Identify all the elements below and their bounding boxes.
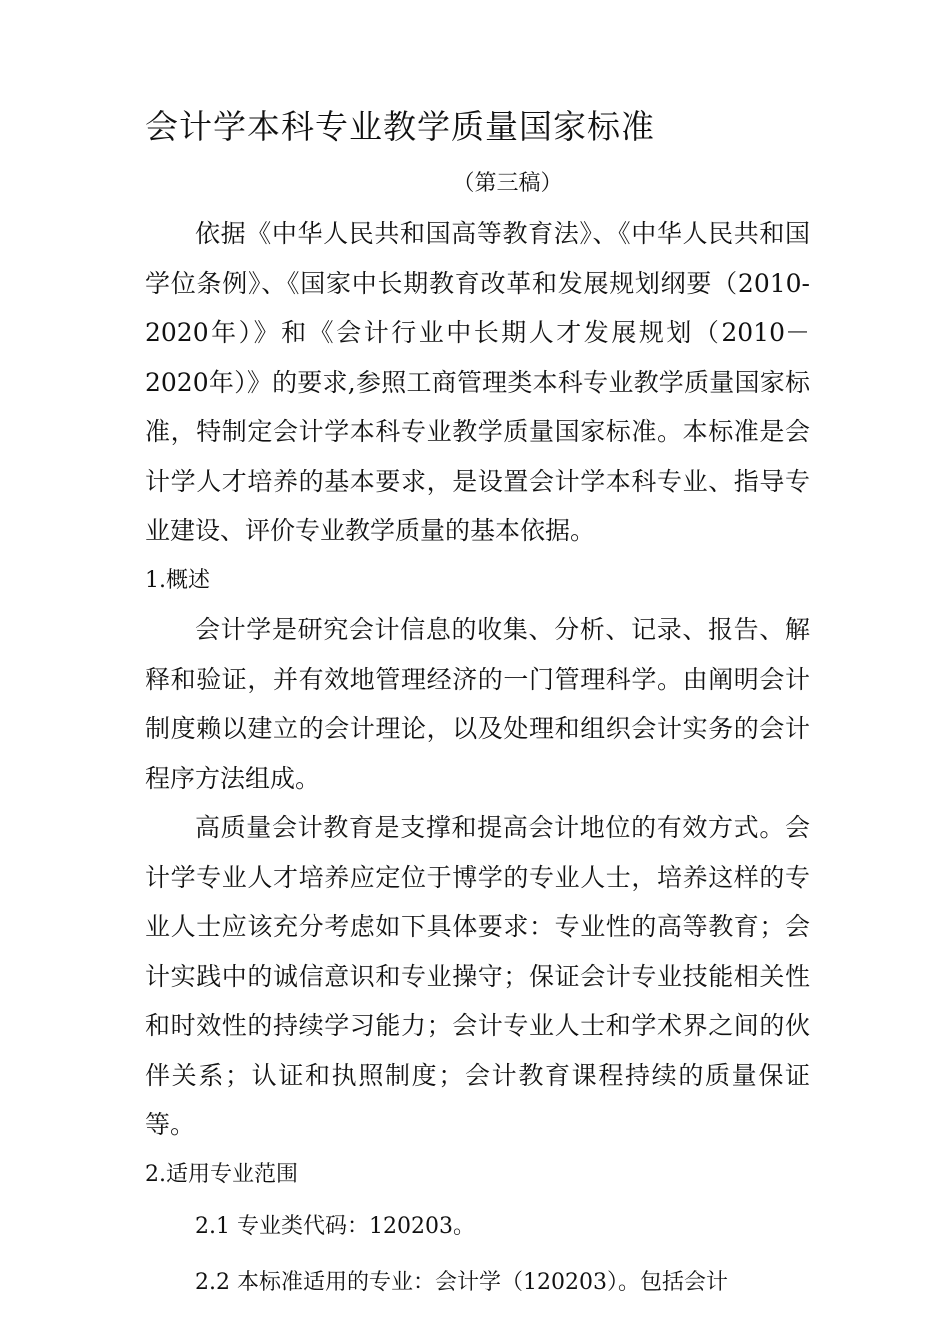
intro-paragraph: 依据《中华人民共和国高等教育法》、《中华人民共和国学位条例》、《国家中长期教育改革和发展规划纲要（2010-2020年）》和《会计行业中长期人才发展规划（2010－2020年）》的要求,参照工商管理类本科专业教学质量国家标准，特制定会计学本科专业教学质量国家标准。本标准是会计学人才培养的基本要求，是设置会计学本科专业、指导专业建设、评价专业教学质量的基本依据。 bbox=[145, 219, 810, 545]
section-1-paragraph-2: 高质量会计教育是支撑和提高会计地位的有效方式。会计学专业人才培养应定位于博学的专业人士，培养这样的专业人士应该充分考虑如下具体要求：专业性的高等教育；会计实践中的诚信意识和专业操守；保证会计专业技能相关性和时效性的持续学习能力；会计专业人士和学术界之间的伙伴关系；认证和执照制度；会计教育课程持续的质量保证等。 bbox=[145, 813, 810, 1139]
document-subtitle: （第三稿） bbox=[452, 171, 563, 196]
section-2-heading: 2.适用专业范围 bbox=[145, 1161, 298, 1187]
section-1-heading: 1.概述 bbox=[145, 567, 210, 593]
document-page bbox=[145, 95, 810, 1311]
section-2-item-1: 2.1 专业类代码：120203。 bbox=[195, 1214, 475, 1239]
document-title: 会计学本科专业教学质量国家标准 bbox=[145, 107, 655, 146]
section-2-item-2: 2.2 本标准适用的专业：会计学（120203）。包括会计 bbox=[195, 1270, 728, 1295]
section-1-paragraph-1: 会计学是研究会计信息的收集、分析、记录、报告、解释和验证，并有效地管理经济的一门管理科学。由阐明会计制度赖以建立的会计理论，以及处理和组织会计实务的会计程序方法组成。 bbox=[145, 615, 810, 793]
